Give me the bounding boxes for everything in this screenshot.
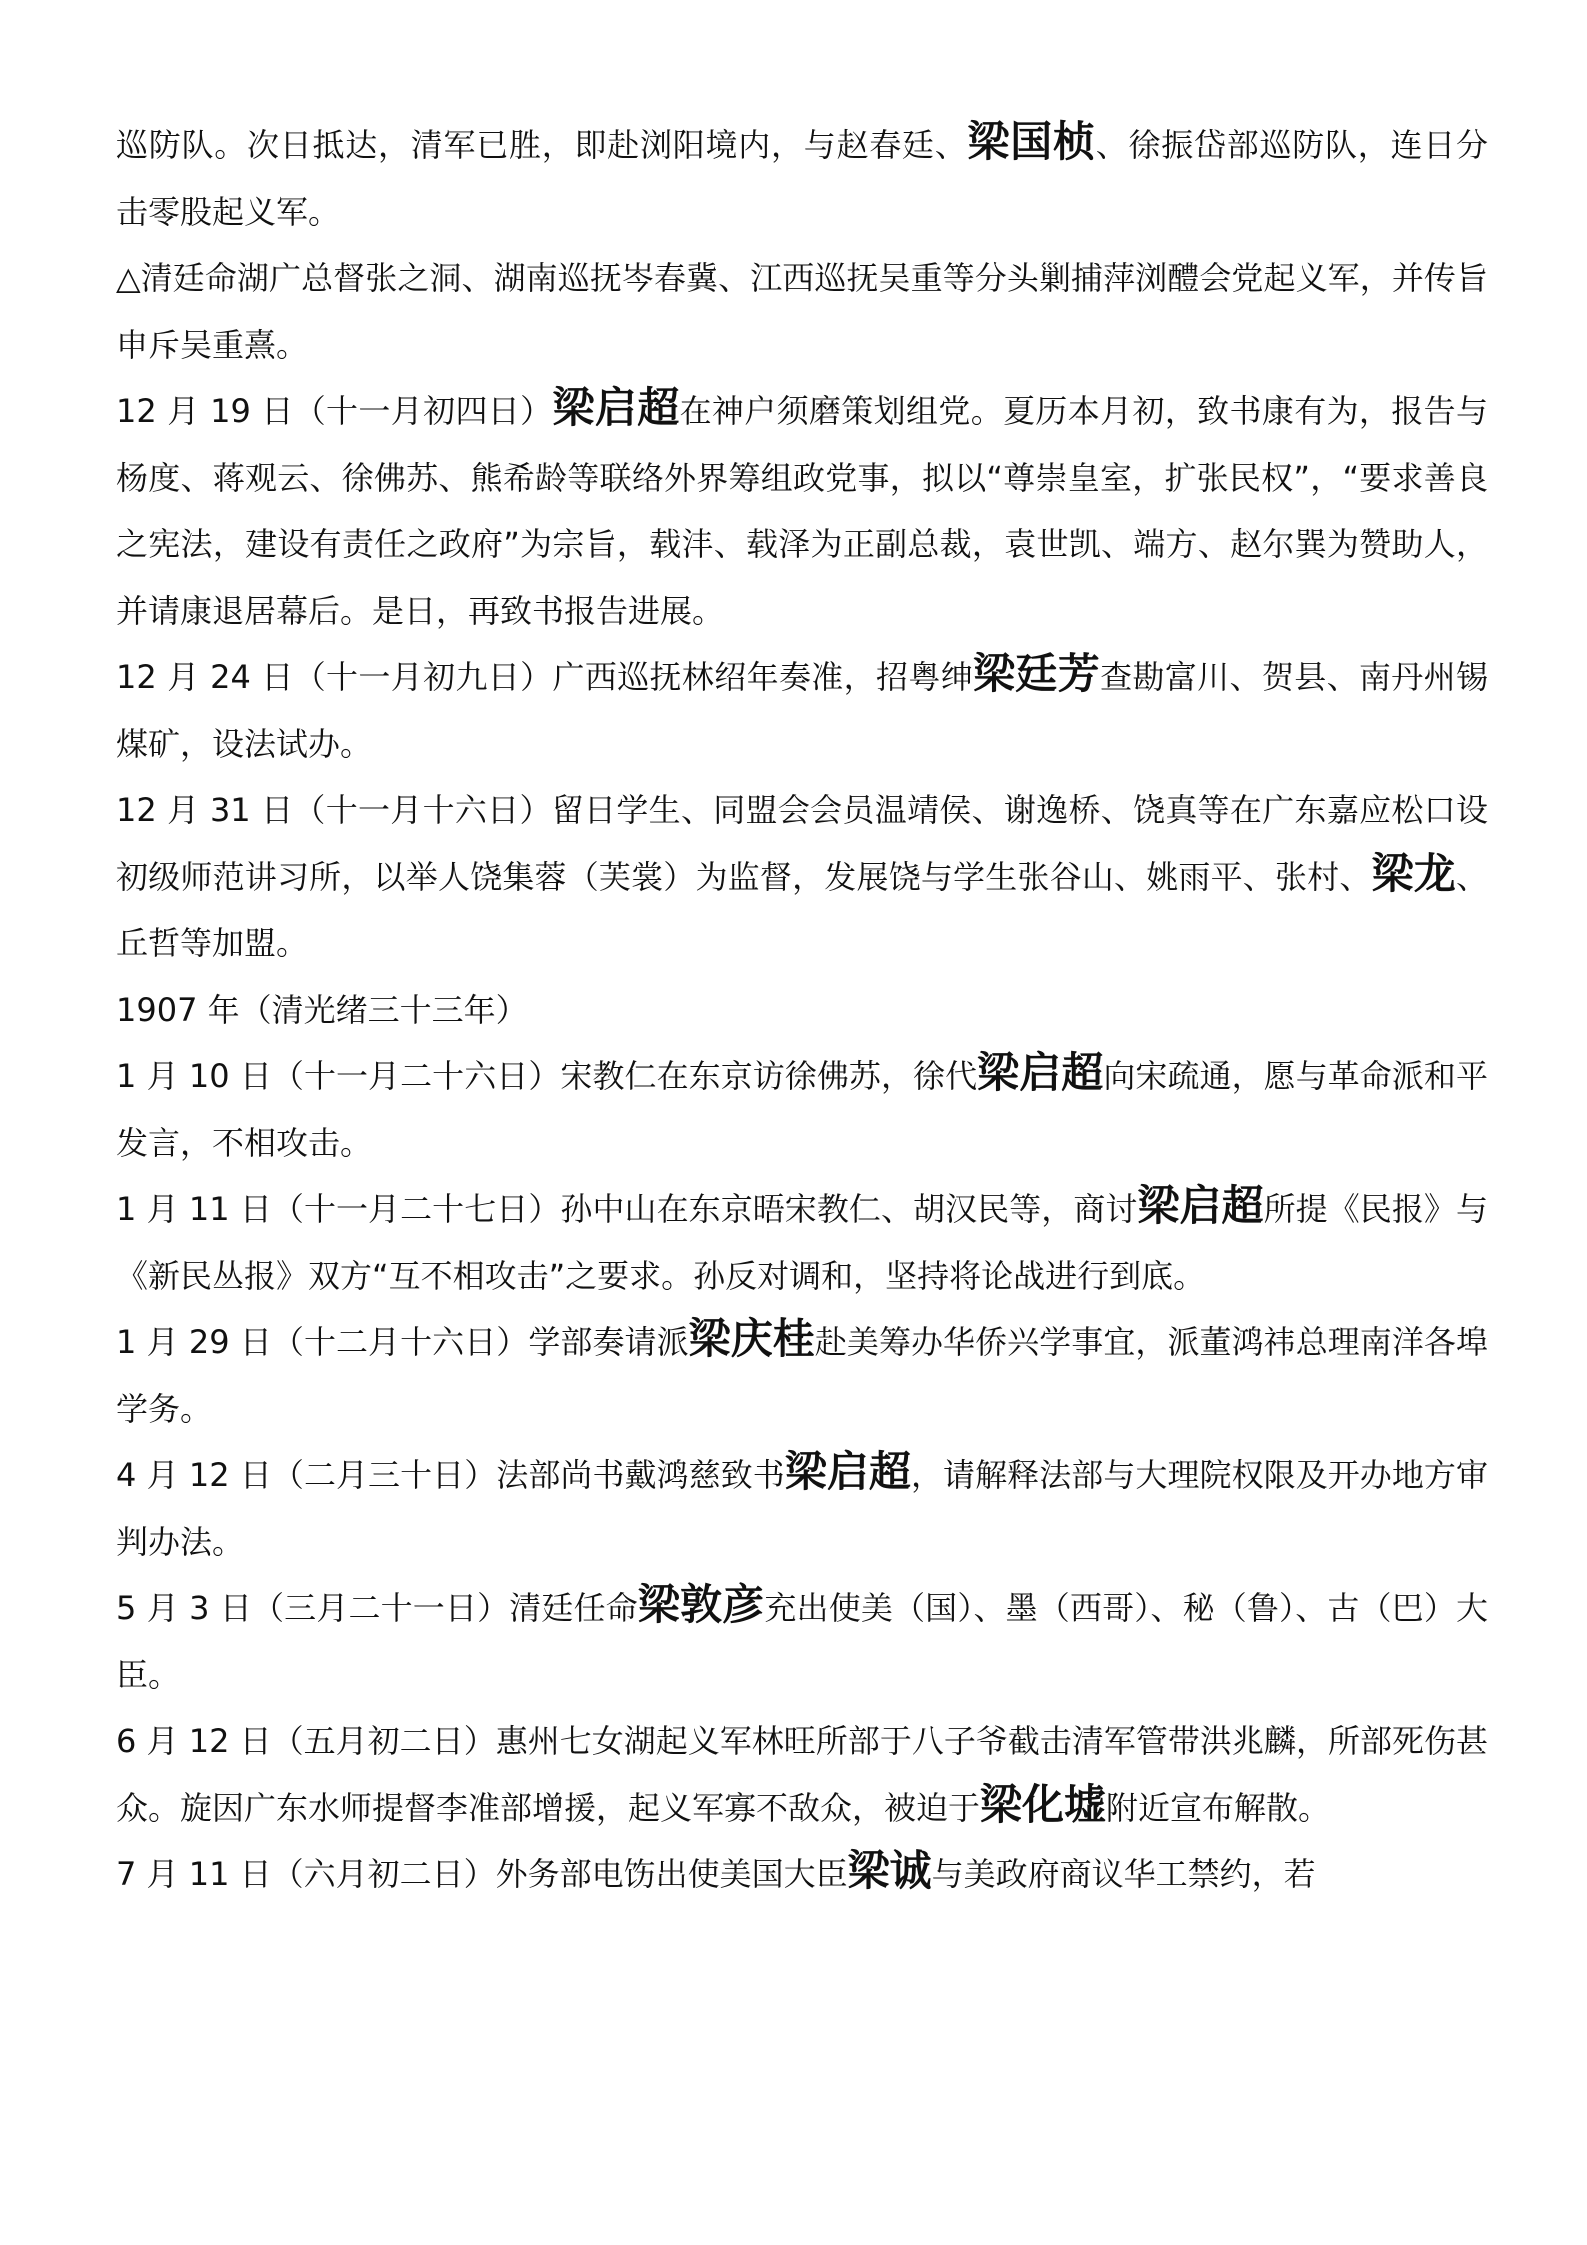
text-segment: 7 月 11 日（六月初二日）外务部电饬出使美国大臣	[116, 1855, 848, 1893]
text-segment: 12 月 24 日（十一月初九日）广西巡抚林绍年奏准，招粤绅	[116, 658, 974, 696]
text-segment: 1 月 11 日（十一月二十七日）孙中山在东京晤宋教仁、胡汉民等，商讨	[116, 1190, 1138, 1228]
highlighted-name: 梁启超	[1137, 1181, 1264, 1230]
chronicle-entry	[116, 112, 1488, 245]
text-segment: 4 月 12 日（二月三十日）法部尚书戴鸿慈致书	[116, 1456, 785, 1494]
highlighted-name: 梁龙	[1371, 848, 1456, 898]
chronicle-entry	[116, 245, 1488, 378]
text-segment: 在神户须磨策划组党。夏历本月初，致书康有为，报告与杨度、蒋观云、徐佛苏、熊希龄等联络外界筹组政党事，拟以“尊崇皇室，扩张民权”，“要求善良之宪法，建设有责任之政府”为宗旨，载沣、载泽为正副总裁，袁世凯、端方、赵尔巽为赞助人，并请康退居幕后。是日，再致书报告进展。	[116, 392, 1488, 630]
text-segment: 1907 年（清光绪三十三年）	[116, 990, 528, 1029]
chronicle-entry	[116, 1708, 1488, 1841]
text-segment: 赴美筹办华侨兴学事宜，派董鸿祎总理南洋各埠学务。	[116, 1323, 1488, 1428]
highlighted-name: 梁敦彦	[637, 1580, 765, 1629]
highlighted-name: 梁廷芳	[973, 649, 1101, 698]
chronicle-entry	[116, 977, 1488, 1044]
highlighted-name: 梁化墟	[980, 1779, 1107, 1829]
chronicle-entry	[116, 378, 1488, 644]
text-segment: △清廷命湖广总督张之洞、湖南巡抚岑春冀、江西巡抚吴重等分头剿捕萍浏醴会党起义军，并传旨申斥吴重熹。	[116, 259, 1488, 364]
text-segment: 充出使美（国）、墨（西哥）、秘（鲁）、古（巴）大臣。	[116, 1589, 1488, 1694]
chronicle-entry	[116, 1442, 1488, 1575]
text-segment: 1 月 10 日（十一月二十六日）宋教仁在东京访徐佛苏，徐代	[116, 1057, 978, 1095]
highlighted-name: 梁诚	[847, 1846, 932, 1895]
highlighted-name: 梁启超	[977, 1048, 1104, 1097]
text-segment: 巡防队。次日抵达，清军已胜，即赴浏阳境内，与赵春廷、	[116, 126, 968, 164]
text-segment: 5 月 3 日（三月二十一日）清廷任命	[116, 1589, 638, 1627]
document-body	[116, 112, 1488, 1908]
text-segment: 查勘富川、贺县、南丹州锡煤矿，设法试办。	[116, 658, 1488, 763]
chronicle-entry	[116, 1575, 1488, 1708]
chronicle-entry	[116, 1841, 1488, 1908]
chronicle-entry	[116, 777, 1488, 977]
text-segment: 所提《民报》与《新民丛报》双方“互不相攻击”之要求。孙反对调和，坚持将论战进行到底。	[116, 1190, 1488, 1295]
chronicle-entry	[116, 644, 1488, 777]
text-segment: 与美政府商议华工禁约，若	[931, 1855, 1316, 1893]
highlighted-name: 梁庆桂	[688, 1314, 815, 1363]
chronicle-entry	[116, 1043, 1488, 1176]
text-segment: 1 月 29 日（十二月十六日）学部奏请派	[116, 1323, 689, 1361]
highlighted-name: 梁国桢	[967, 117, 1096, 166]
text-segment: 附近宣布解散。	[1106, 1788, 1331, 1827]
highlighted-name: 梁启超	[784, 1447, 911, 1496]
highlighted-name: 梁启超	[552, 383, 680, 432]
text-segment: 向宋疏通，愿与革命派和平发言，不相攻击。	[116, 1057, 1488, 1162]
chronicle-entry	[116, 1176, 1488, 1309]
text-segment: 、徐振岱部巡防队，连日分击零股起义军。	[116, 126, 1488, 231]
chronicle-entry	[116, 1309, 1488, 1442]
text-segment: ，请解释法部与大理院权限及开办地方审判办法。	[116, 1456, 1488, 1561]
text-segment: 12 月 31 日（十一月十六日）留日学生、同盟会会员温靖侯、谢逸桥、饶真等在广东嘉应松口设初级师范讲习所，以举人饶集蓉（芙裳）为监督，发展饶与学生张谷山、姚雨平、张村、	[116, 791, 1488, 896]
text-segment: 6 月 12 日（五月初二日）惠州七女湖起义军林旺所部于八子爷截击清军管带洪兆麟，所部死伤甚众。旋因广东水师提督李准部增援，起义军寡不敌众，被迫于	[116, 1722, 1488, 1827]
text-segment: 、丘哲等加盟。	[116, 857, 1488, 962]
text-segment: 12 月 19 日（十一月初四日）	[116, 392, 553, 430]
